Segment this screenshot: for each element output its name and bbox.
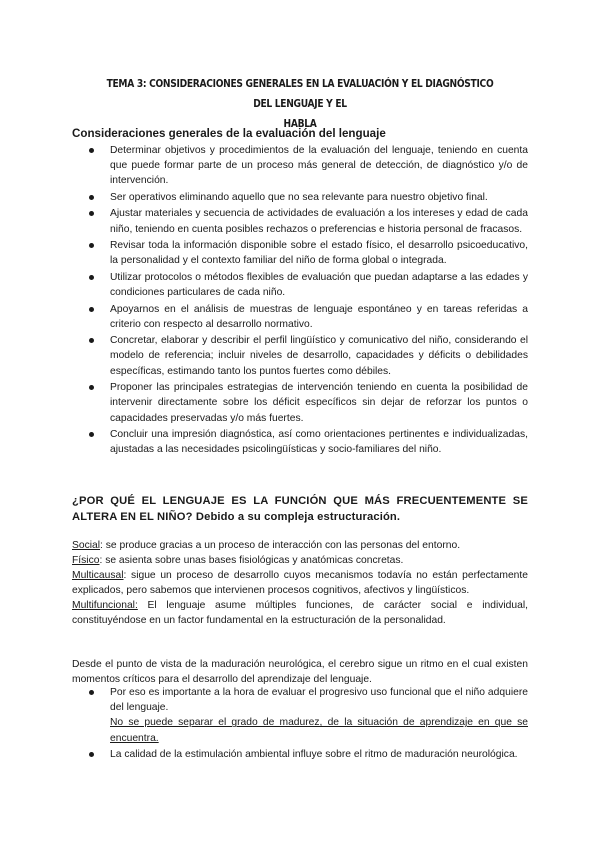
evaluation-considerations-list [72,143,528,459]
list-item [72,190,528,205]
bullet-icon [89,432,94,437]
list-item-text: Proponer las principales estrategias de intervención teniendo en cuenta la posibilidad de intervenir directamente sobre los déficit específicos sin dejar de reforzar los puntos o capacidades preservadas y/o más fuertes. [110,382,528,424]
list-item-text: Apoyarnos en el análisis de muestras de lenguaje espontáneo y en tareas referidas a criterio con respecto al desarrollo normativo. [110,303,528,330]
list-item-text: Utilizar protocolos o métodos flexibles de evaluación que puedan adaptarse a las edades y condiciones particulares de cada niño. [110,271,528,299]
list-item [72,238,528,268]
definition-fisico [72,553,528,568]
section-heading-why-language: ¿POR QUÉ EL LENGUAJE ES LA FUNCIÓN QUE MÁS FRECUENTEMENTE SE ALTERA EN EL NIÑO? Debido a su compleja estructuración. [72,495,528,523]
bullet-icon [89,307,94,312]
bullet-icon [89,243,94,248]
list-item-text: Concluir una impresión diagnóstica, así como orientaciones pertinentes e individualizadas, ajustadas a las necesidades psicolingüísticas y socio-familiares del niño. [110,429,528,456]
bullet-icon [89,195,94,200]
list-item [72,206,528,236]
definition-multicausal [72,568,528,598]
list-item [72,380,528,426]
definition-multifuncional [72,598,528,628]
title-line-2: HABLA [283,118,317,130]
list-item-text: Por eso es importante a la hora de evaluar el progresivo uso funcional que el niño adquiere del lenguaje. [110,687,528,714]
bullet-icon [89,211,94,216]
neurological-maturation-paragraph: Desde el punto de vista de la maduración neurológica, el cerebro sigue un ritmo en el cual existen momentos críticos para el desarrollo del aprendizaje del lenguaje. [72,659,528,685]
bullet-icon [89,690,94,695]
list-item [72,685,528,746]
list-item [72,302,528,332]
list-item [72,333,528,379]
list-item-text: Ajustar materiales y secuencia de actividades de evaluación a los intereses y edad de cada niño, teniendo en cuenta posibles rechazos o preferencias e historia personal de fracasos. [110,208,528,235]
list-item [72,427,528,457]
list-item-text: Concretar, elaborar y describir el perfil lingüístico y comunicativo del niño, considerando el modelo de referencia; incluir niveles de desarrollo, capacidades y déficits o debilidades específicas, estimando tanto los puntos fuertes como débiles. [110,335,528,377]
language-characteristics [72,538,528,628]
list-item-text: La calidad de la estimulación ambiental influye sobre el ritmo de maduración neurológica. [110,748,518,760]
definition-text: El lenguaje asume múltiples funciones, de carácter social e individual, constituyéndose en un factor fundamental en la estructuración de la personalidad. [72,600,528,626]
list-item [72,143,528,189]
bullet-icon [89,148,94,153]
definition-text: : se asienta sobre unas bases fisiológicas y anatómicas concretas. [99,555,404,566]
definition-social [72,538,528,553]
underlined-note: No se puede separar el grado de madurez, de la situación de aprendizaje en que se encuentra. [110,717,528,744]
bullet-icon [89,338,94,343]
list-item [72,270,528,300]
section-heading-evaluation: Consideraciones generales de la evaluación del lenguaje [72,127,386,140]
definition-text: : se produce gracias a un proceso de interacción con las personas del entorno. [100,540,461,551]
bullet-icon [89,385,94,390]
definition-text: : sigue un proceso de desarrollo cuyos mecanismos todavía no están perfectamente explicados, pero sabemos que intervienen procesos cognitivos, afectivos y lingüísticos. [72,570,528,596]
definition-term: Multifuncional: [72,600,138,611]
list-item-text: Ser operativos eliminando aquello que no sea relevante para nuestro objetivo final. [110,191,488,203]
maturation-list [72,685,528,763]
title-line-1: TEMA 3: CONSIDERACIONES GENERALES EN LA EVALUACIÓN Y EL DIAGNÓSTICO DEL LENGUAJE Y EL [106,78,494,110]
definition-term: Multicausal [72,570,124,581]
bullet-icon [89,752,94,757]
list-item-text: Determinar objetivos y procedimientos de la evaluación del lenguaje, teniendo en cuenta que puede formar parte de un proceso más general de detección, de diagnóstico y/o de intervención. [110,145,528,187]
bullet-icon [89,275,94,280]
definition-term: Físico [72,555,100,566]
list-item-text: Revisar toda la información disponible sobre el estado físico, el desarrollo psicoeducativo, la personalidad y el contexto familiar del niño de forma global o integrada. [110,240,528,267]
list-item [72,747,528,762]
document-title [102,74,498,134]
definition-term: Social [72,540,101,551]
